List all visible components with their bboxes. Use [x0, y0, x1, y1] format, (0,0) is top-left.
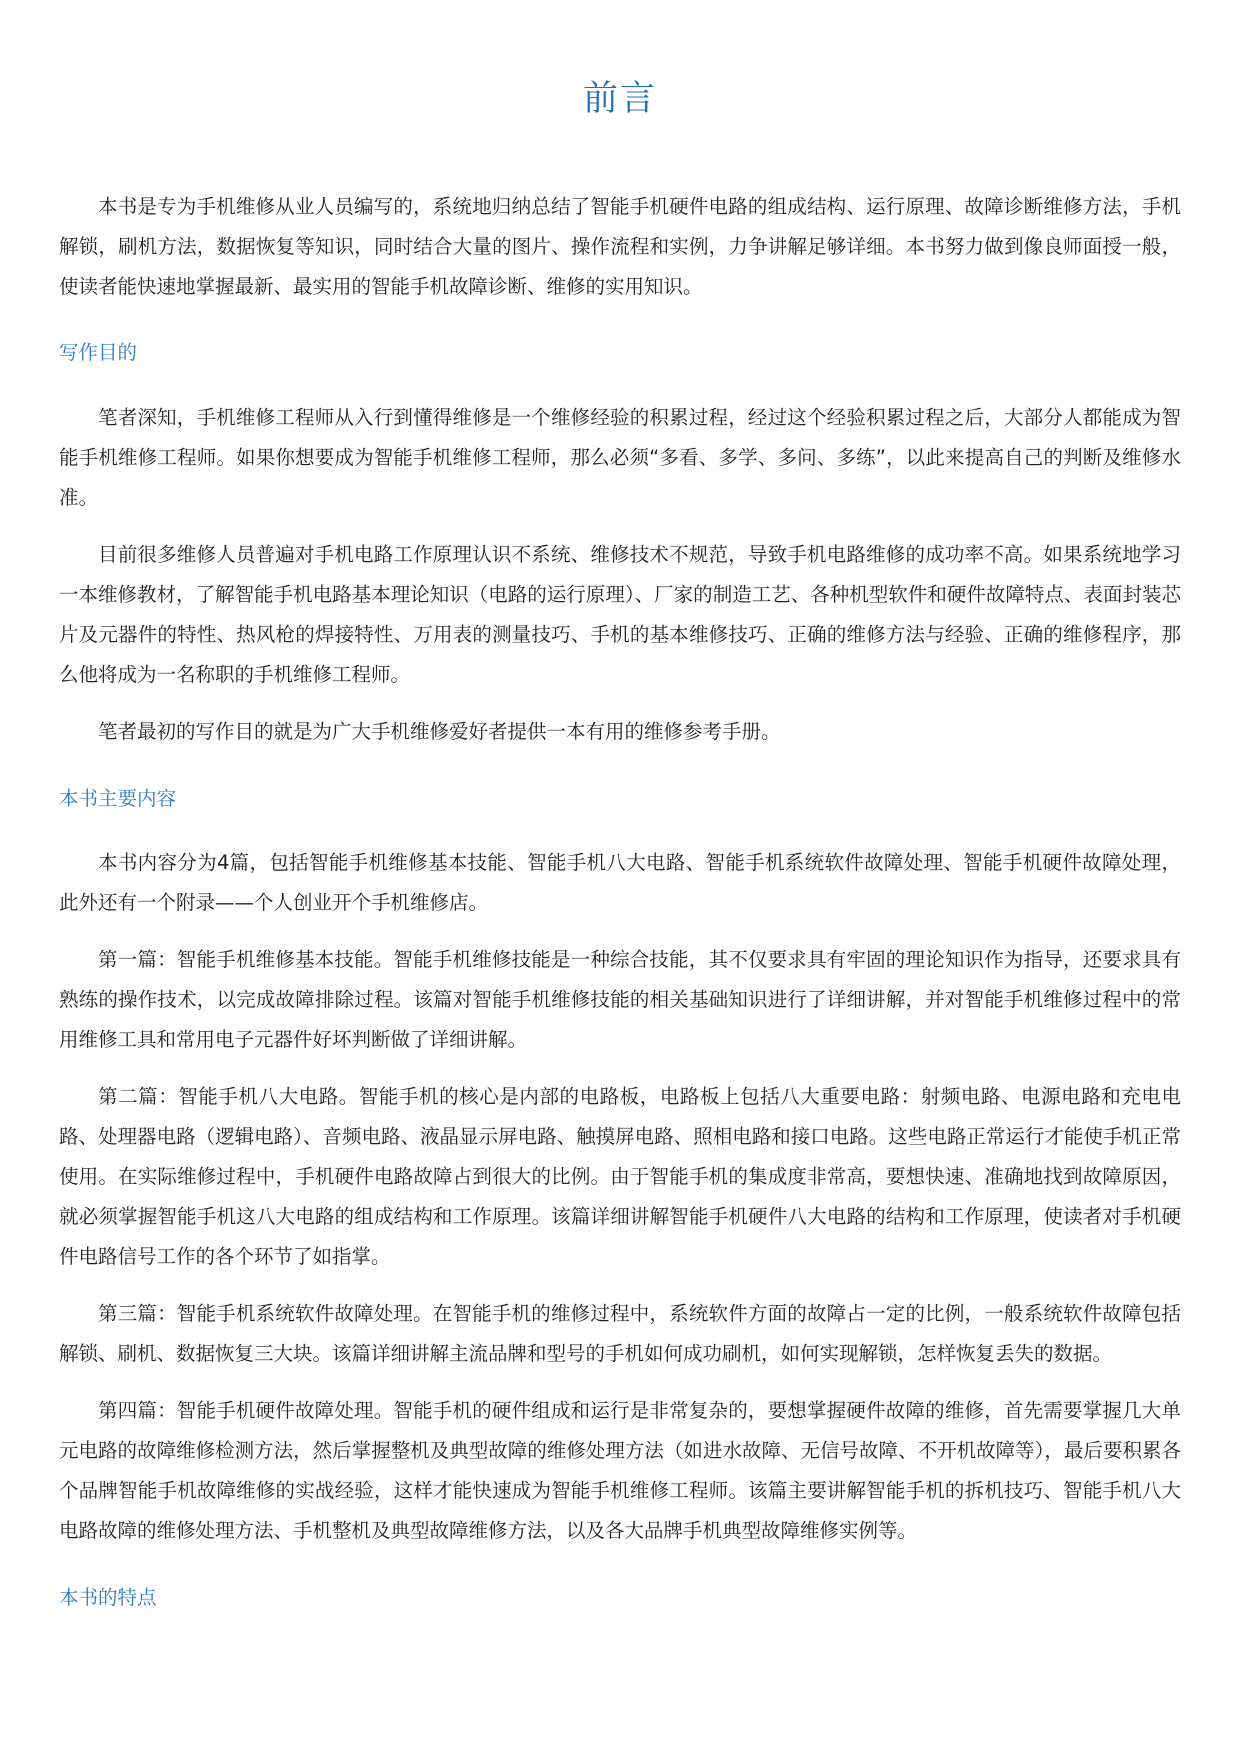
purpose-paragraph: 笔者最初的写作目的就是为广大手机维修爱好者提供一本有用的维修参考手册。 [98, 720, 781, 743]
purpose-paragraph: 笔者深知，手机维修工程师从入行到懂得维修是一个维修经验的积累过程，经过这个经验积累过程之后，大部分人都能成为智能手机维修工程师。如果你想要成为智能手机维修工程师，那么必须“多看、多学、多问、多练”，以此来提高自己的判断及维修水准。 [59, 406, 1181, 509]
purpose-paragraph: 目前很多维修人员普遍对手机电路工作原理认识不系统、维修技术不规范，导致手机电路维修的成功率不高。如果系统地学习一本维修教材，了解智能手机电路基本理论知识（电路的运行原理）、厂家的制造工艺、各种机型软件和硬件故障特点、表面封装芯片及元器件的特性、热风枪的焊接特性、万用表的测量技巧、手机的基本维修技巧、正确的维修方法与经验、正确的维修程序，那么他将成为一名称职的手机维修工程师。 [59, 543, 1181, 686]
content-paragraph: 第三篇：智能手机系统软件故障处理。在智能手机的维修过程中，系统软件方面的故障占一定的比例，一般系统软件故障包括解锁、刷机、数据恢复三大块。该篇详细讲解主流品牌和型号的手机如何成功刷机，如何实现解锁，怎样恢复丢失的数据。 [59, 1302, 1181, 1365]
content-paragraph: 本书内容分为4篇，包括智能手机维修基本技能、智能手机八大电路、智能手机系统软件故障处理、智能手机硬件故障处理，此外还有一个附录——个人创业开个手机维修店。 [59, 851, 1181, 914]
document-page [59, 0, 1181, 1613]
section-heading-features: 本书的特点 [59, 1586, 157, 1609]
content-paragraph: 第四篇：智能手机硬件故障处理。智能手机的硬件组成和运行是非常复杂的，要想掌握硬件故障的维修，首先需要掌握几大单元电路的故障维修检测方法，然后掌握整机及典型故障的维修处理方法（如进水故障、无信号故障、不开机故障等），最后要积累各个品牌智能手机故障维修的实战经验，这样才能快速成为智能手机维修工程师。该篇主要讲解智能手机的拆机技巧、智能手机八大电路故障的维修处理方法、手机整机及典型故障维修方法，以及各大品牌手机典型故障维修实例等。 [59, 1399, 1181, 1542]
content-paragraph: 第二篇：智能手机八大电路。智能手机的核心是内部的电路板，电路板上包括八大重要电路：射频电路、电源电路和充电电路、处理器电路（逻辑电路）、音频电路、液晶显示屏电路、触摸屏电路、照相电路和接口电路。这些电路正常运行才能使手机正常使用。在实际维修过程中，手机硬件电路故障占到很大的比例。由于智能手机的集成度非常高，要想快速、准确地找到故障原因，就必须掌握智能手机这八大电路的组成结构和工作原理。该篇详细讲解智能手机硬件八大电路的结构和工作原理，使读者对手机硬件电路信号工作的各个环节了如指掌。 [59, 1085, 1181, 1268]
content-paragraph: 第一篇：智能手机维修基本技能。智能手机维修技能是一种综合技能，其不仅要求具有牢固的理论知识作为指导，还要求具有熟练的操作技术，以完成故障排除过程。该篇对智能手机维修技能的相关基础知识进行了详细讲解，并对智能手机维修过程中的常用维修工具和常用电子元器件好坏判断做了详细讲解。 [59, 948, 1181, 1051]
intro-paragraph: 本书是专为手机维修从业人员编写的，系统地归纳总结了智能手机硬件电路的组成结构、运行原理、故障诊断维修方法，手机解锁，刷机方法，数据恢复等知识，同时结合大量的图片、操作流程和实例，力争讲解足够详细。本书努力做到像良师面授一般，使读者能快速地掌握最新、最实用的智能手机故障诊断、维修的实用知识。 [59, 195, 1181, 298]
section-heading-content: 本书主要内容 [59, 787, 177, 810]
page-title: 前言 [582, 79, 657, 119]
section-heading-purpose: 写作目的 [59, 341, 138, 364]
